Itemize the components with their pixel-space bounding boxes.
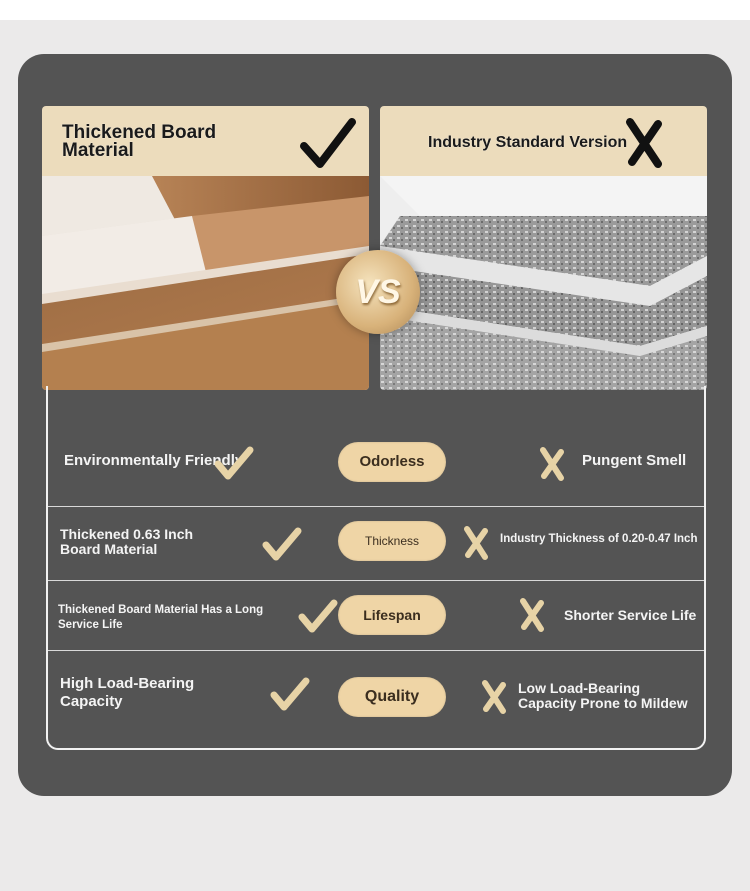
thickened-board-image (42, 106, 369, 390)
cross-icon (624, 118, 664, 168)
cross-icon (538, 446, 566, 482)
row-right-text: Shorter Service Life (564, 607, 697, 623)
cross-icon (462, 525, 490, 561)
row-right-text: Pungent Smell (582, 452, 687, 469)
top-white-strip (0, 0, 750, 20)
checkmark-icon (214, 446, 254, 480)
right-title: Industry Standard Version (428, 134, 628, 151)
vs-badge (336, 250, 420, 334)
row-left-text: Thickened 0.63 Inch Board Material (60, 526, 194, 557)
row-pill: Quality (338, 677, 446, 717)
particle-board-picture (380, 176, 707, 390)
cross-icon (480, 679, 508, 715)
row-left-text: Thickened Board Material Has a Long Service Life (58, 604, 264, 631)
checkmark-icon (262, 527, 302, 561)
comparison-row (48, 650, 704, 747)
row-right-text: Industry Thickness of 0.20-0.47 Inch (500, 533, 698, 545)
row-left-text: Environmentally Friendly (64, 452, 244, 469)
comparison-panel (18, 54, 732, 796)
checkmark-icon (270, 677, 310, 711)
row-pill: Thickness (338, 521, 446, 561)
comparison-row (48, 580, 704, 651)
comparison-row (48, 506, 704, 581)
row-pill: Lifespan (338, 595, 446, 635)
vs-label: VS (355, 273, 401, 311)
row-right-text: Low Load-Bearing Capacity Prone to Mildew (518, 680, 688, 711)
left-title: Thickened Board Material (62, 122, 217, 161)
comparison-table (46, 386, 706, 750)
right-image-header (380, 106, 707, 176)
checkmark-icon (300, 116, 356, 172)
left-image-header (42, 106, 369, 176)
standard-board-image (380, 106, 707, 390)
wood-board-picture (42, 176, 369, 390)
cross-icon (518, 597, 546, 633)
comparison-row (48, 386, 704, 506)
row-pill: Odorless (338, 442, 446, 482)
row-left-text: High Load-Bearing Capacity (60, 675, 195, 710)
checkmark-icon (298, 599, 338, 633)
